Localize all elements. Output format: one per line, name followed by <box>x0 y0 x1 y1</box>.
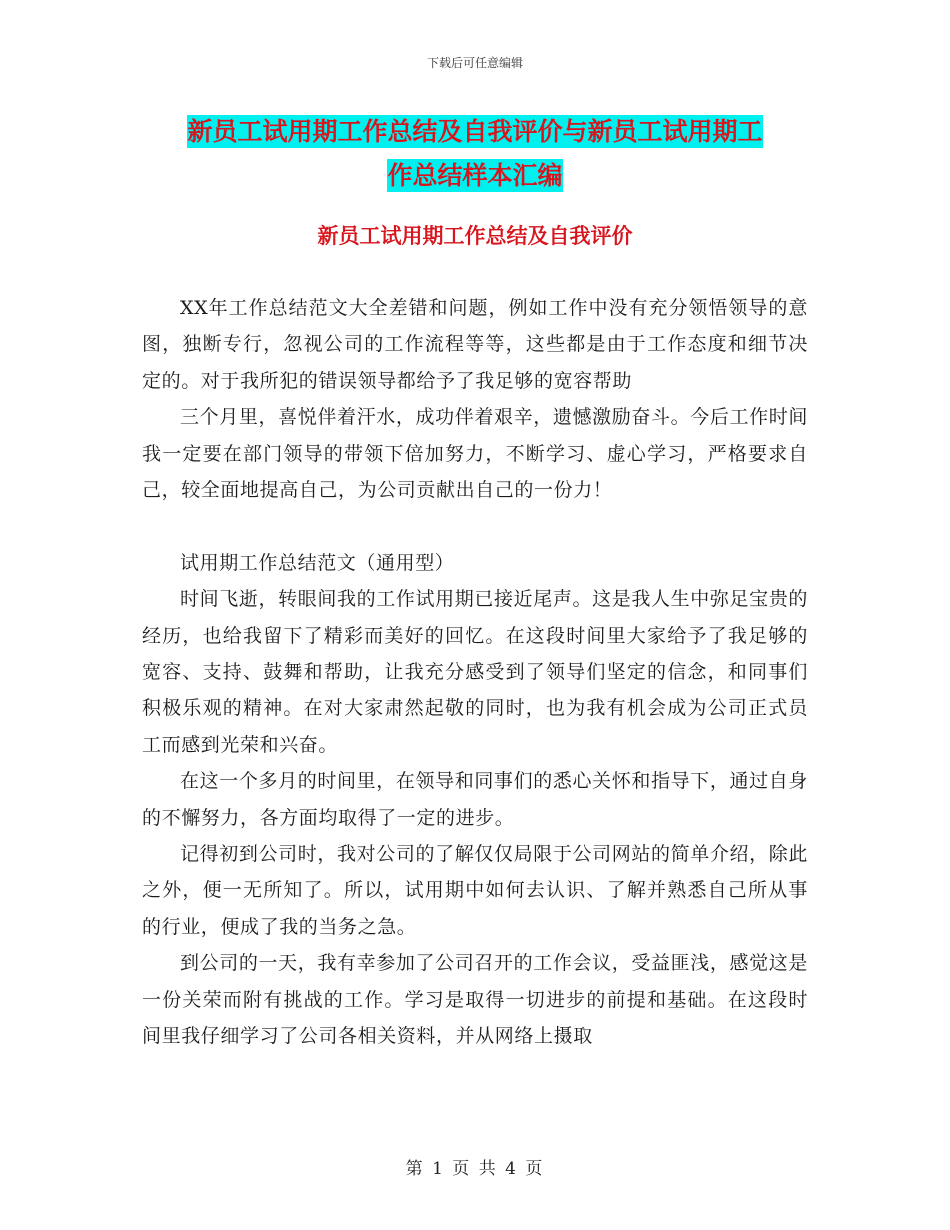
paragraph-gap <box>142 508 808 544</box>
paragraph: 到公司的一天，我有幸参加了公司召开的工作会议，受益匪浅，感觉这是一份关荣而附有挑战的工作。学习是取得一切进步的前提和基础。在这段时间里我仔细学习了公司各相关资料，并从网络上摄取 <box>142 952 808 1048</box>
page-footer: 第 1 页 共 4 页 <box>405 1159 545 1179</box>
document-title-line-2: 作总结样本汇编 <box>387 161 563 190</box>
body-text <box>142 290 808 1055</box>
section-title: 新员工试用期工作总结及自我评价 <box>317 224 633 248</box>
paragraph-subheading: 试用期工作总结范文（通用型） <box>180 551 455 574</box>
paragraph: 三个月里，喜悦伴着汗水，成功伴着艰辛，遗憾激励奋斗。今后工作时间我一定要在部门领导的带领下倍加努力，不断学习、虚心学习，严格要求自己，较全面地提高自己，为公司贡献出自己的一份力！ <box>142 406 808 502</box>
document-title-line-1: 新员工试用期工作总结及自我评价与新员工试用期工 <box>187 117 763 146</box>
paragraph: XX年工作总结范文大全差错和问题，例如工作中没有充分领悟领导的意图，独断专行，忽视公司的工作流程等等，这些都是由于工作态度和细节决定的。对于我所犯的错误领导都给予了我足够的宽容帮助 <box>142 297 808 392</box>
paragraph: 在这一个多月的时间里，在领导和同事们的悉心关怀和指导下，通过自身的不懈努力，各方面均取得了一定的进步。 <box>142 770 808 829</box>
document-title <box>140 110 810 198</box>
header-note: 下载后可任意编辑 <box>426 56 523 70</box>
paragraph: 时间飞逝，转眼间我的工作试用期已接近尾声。这是我人生中弥足宝贵的经历，也给我留下了精彩而美好的回忆。在这段时间里大家给予了我足够的宽容、支持、鼓舞和帮助，让我充分感受到了领导们坚定的信念，和同事们积极乐观的精神。在对大家肃然起敬的同时，也为我有机会成为公司正式员工而感到光荣和兴奋。 <box>142 588 808 756</box>
paragraph: 记得初到公司时，我对公司的了解仅仅局限于公司网站的简单介绍，除此之外，便一无所知了。所以，试用期中如何去认识、了解并熟悉自己所从事的行业，便成了我的当务之急。 <box>142 843 808 938</box>
